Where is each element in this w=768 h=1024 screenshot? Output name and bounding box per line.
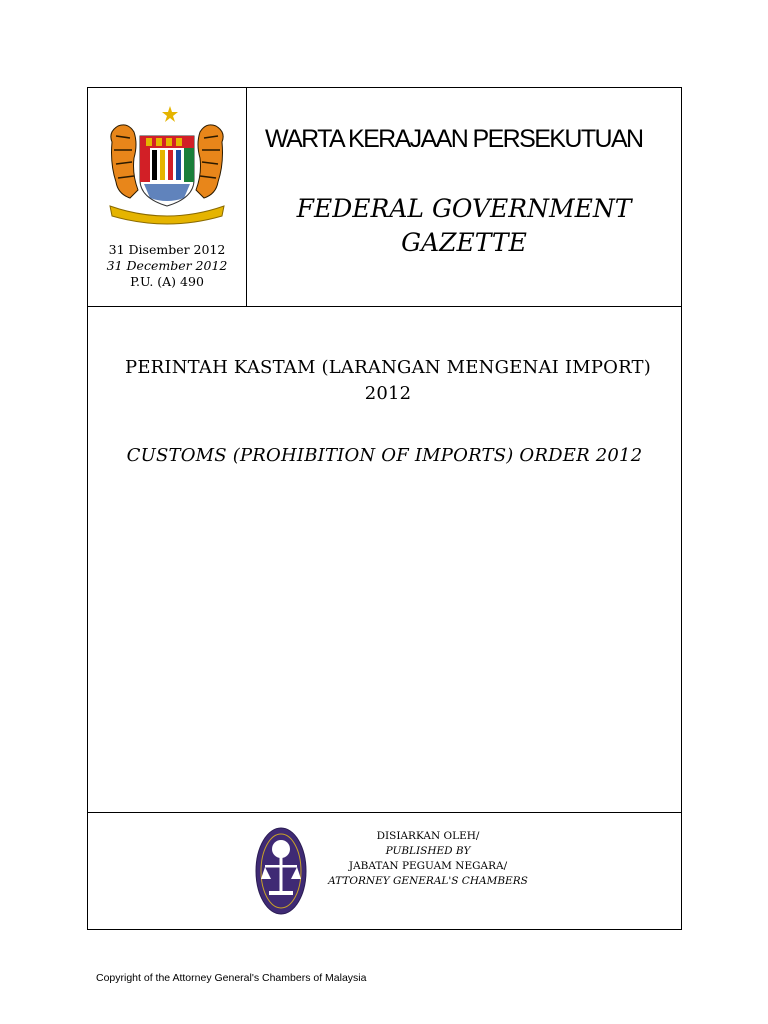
order-title-english: CUSTOMS (PROHIBITION OF IMPORTS) ORDER 2012 [126,445,643,466]
copyright-notice: Copyright of the Attorney General's Chambers of Malaysia [96,972,367,984]
malaysia-coat-of-arms-icon [104,102,230,227]
gazette-title-english-line1: FEDERAL GOVERNMENT [296,194,632,223]
title-row [88,307,681,813]
publisher-row [88,813,681,929]
header-left-cell [88,88,247,306]
gazette-frame [87,87,682,930]
gazette-title-malay: WARTA KERAJAAN PERSEKUTUAN [265,125,643,153]
header-right-cell [247,88,681,306]
order-title-malay [108,355,668,407]
date-english: 31 December 2012 [106,258,228,273]
publisher-line2: PUBLISHED BY [385,845,471,857]
order-title-malay-line2: 2012 [364,383,412,404]
date-malay: 31 Disember 2012 [108,242,226,257]
header-row [88,88,681,307]
publisher-line4: ATTORNEY GENERAL'S CHAMBERS [328,875,528,887]
attorney-general-chambers-logo-icon [255,827,307,915]
gazette-title-english-line2: GAZETTE [401,228,527,257]
pu-number: P.U. (A) 490 [130,274,204,289]
order-title-malay-line1: PERINTAH KASTAM (LARANGAN MENGENAI IMPORT) [125,357,651,378]
gazette-title-english [247,192,681,260]
publisher-block [328,829,528,889]
publisher-line3: JABATAN PEGUAM NEGARA/ [348,860,508,872]
publisher-line1: DISIARKAN OLEH/ [376,830,480,842]
